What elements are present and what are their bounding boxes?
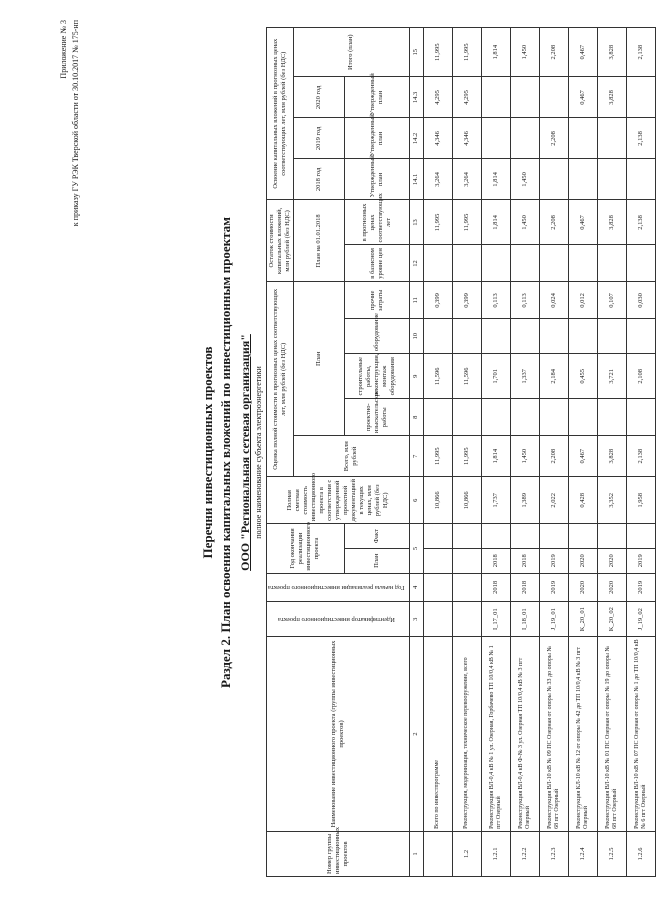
cell-c9: 2,184 [539, 354, 568, 399]
header-fact-year: Факт [344, 524, 409, 549]
cell-no: 1.2.4 [568, 831, 597, 876]
col-number: 14.3 [409, 77, 423, 118]
header-2020: 2020 год [294, 77, 345, 118]
cell-name: Реконструкция ВЛ-0,4 кВ Ф-№ 3 ул. Озерная ТП 10/0,4 кВ № 3 пгт Озерный [510, 637, 539, 832]
header-full-cost: Полная сметная стоимость инвестиционного проекта в соответствии с утвержденной проектной документацией в текущих ценах, млн рублей (без НДС) [267, 477, 410, 524]
cell-y19 [510, 118, 539, 159]
cell-no: 1.2.3 [539, 831, 568, 876]
cell-c11: 0,107 [597, 282, 626, 319]
table-row [423, 28, 452, 877]
header-approved-2018: Утвержденный план [344, 159, 409, 200]
cell-c11: 0,024 [539, 282, 568, 319]
cell-y19: 4,346 [452, 118, 481, 159]
header-equipment: оборудование [344, 319, 409, 354]
table-row [481, 28, 510, 877]
cell-start [423, 573, 452, 602]
cell-start: 2020 [568, 573, 597, 602]
col-number: 8 [409, 399, 423, 436]
cell-total: 1,450 [510, 436, 539, 477]
cell-c8 [452, 399, 481, 436]
cell-c9: 2,108 [626, 354, 655, 399]
cell-y19: 2,138 [626, 118, 655, 159]
cell-cost: 1,389 [510, 477, 539, 524]
table-row [452, 28, 481, 877]
cell-end: 2019 [626, 548, 655, 573]
appendix-line-1: Приложение № 3 [59, 20, 68, 79]
organization-note: полное наименование субъекта электроэнергетики [254, 366, 263, 539]
cell-y20: 3,828 [597, 77, 626, 118]
cell-c12 [568, 245, 597, 282]
cell-c11: 0,399 [423, 282, 452, 319]
cell-name: Всего по инвестпрограмме [423, 637, 452, 832]
col-number: 13 [409, 200, 423, 245]
col-number: 6 [409, 477, 423, 524]
header-approved-2020: Утвержденный план [344, 77, 409, 118]
cell-c13: 1,450 [510, 200, 539, 245]
cell-c11: 0,012 [568, 282, 597, 319]
cell-c13: 11,995 [452, 200, 481, 245]
header-remaining-group: Остаток стоимости капитальных вложений, млн рублей (без НДС) [267, 200, 294, 282]
col-number: 14.1 [409, 159, 423, 200]
cell-y19: 2,208 [539, 118, 568, 159]
cell-y18 [597, 159, 626, 200]
cell-c13: 1,814 [481, 200, 510, 245]
cell-y18: 3,264 [423, 159, 452, 200]
cell-y19 [568, 118, 597, 159]
cell-fact [423, 524, 452, 549]
cell-sum: 1,450 [510, 28, 539, 77]
cell-id: K_20_02 [597, 602, 626, 637]
cell-fact [597, 524, 626, 549]
cell-end: 2018 [510, 548, 539, 573]
header-itogo: Итого (план) [294, 28, 410, 77]
cell-c10 [481, 319, 510, 354]
cell-start: 2019 [539, 573, 568, 602]
cell-fact [568, 524, 597, 549]
cell-no: 1.2.6 [626, 831, 655, 876]
cell-c9: 0,455 [568, 354, 597, 399]
cell-cost: 10,866 [423, 477, 452, 524]
column-numbers-row [409, 28, 423, 877]
col-number: 7 [409, 436, 423, 477]
cell-id: I_18_01 [510, 602, 539, 637]
cell-name: Реконструкция ВЛ-10 кВ № 07 ПС Озерная от опоры № 1 до ТП 10/0,4 кВ № 6 пгт Озерный [626, 637, 655, 832]
cell-name: Реконструкция ВЛ-10 кВ № 09 ПС Озерная от опоры № 33 до опоры № 68 пгт Озерный [539, 637, 568, 832]
table-row [626, 28, 655, 877]
cell-sum: 11,995 [452, 28, 481, 77]
organization-name: ООО "Региональная сетевая организация" [238, 334, 252, 571]
cell-id: J_19_01 [539, 602, 568, 637]
cell-total: 11,995 [423, 436, 452, 477]
cell-start: 2020 [597, 573, 626, 602]
cell-c10 [597, 319, 626, 354]
cell-c8 [539, 399, 568, 436]
cell-name: Реконструкция, модернизация, техническое перевооружение, всего [452, 637, 481, 832]
cell-y20: 4,295 [423, 77, 452, 118]
cell-end: 2020 [568, 548, 597, 573]
cell-c9: 11,596 [452, 354, 481, 399]
cell-total: 1,814 [481, 436, 510, 477]
header-2018: 2018 год [294, 159, 345, 200]
cell-c10 [568, 319, 597, 354]
header-other: прочие затраты [344, 282, 409, 319]
cell-y20 [539, 77, 568, 118]
cell-total: 0,467 [568, 436, 597, 477]
table-row [597, 28, 626, 877]
cell-c8 [626, 399, 655, 436]
cell-c12 [510, 245, 539, 282]
cell-name: Реконструкция ВЛ-10 кВ № 01 ПС Озерная от опоры № 19 до опоры № 68 пгт Озерный [597, 637, 626, 832]
header-start-year: Год начала реализации инвестиционного проекта [267, 573, 410, 602]
cell-y19: 4,346 [423, 118, 452, 159]
cell-id [452, 602, 481, 637]
cell-c11: 0,399 [452, 282, 481, 319]
header-as-of: План на 01.01.2018 [294, 200, 345, 282]
header-in-current: в базисном уровне цен [344, 245, 409, 282]
cell-y20 [510, 77, 539, 118]
cell-fact [539, 524, 568, 549]
cell-c12 [481, 245, 510, 282]
cell-c10 [423, 319, 452, 354]
cell-id: K_20_01 [568, 602, 597, 637]
cell-total: 3,828 [597, 436, 626, 477]
header-design: проектно-изыскательские работы [344, 399, 409, 436]
cell-sum: 11,995 [423, 28, 452, 77]
cell-c9: 1,701 [481, 354, 510, 399]
cell-y18: 1,450 [510, 159, 539, 200]
header-approved-2019: Утвержденный план [344, 118, 409, 159]
cell-cost: 1,737 [481, 477, 510, 524]
header-plan-year: План [344, 548, 409, 573]
col-number: 9 [409, 354, 423, 399]
cell-y18: 1,814 [481, 159, 510, 200]
cell-end: 2018 [481, 548, 510, 573]
header-construction: строительные работы, реконструкция, монтаж оборудования [344, 354, 409, 399]
cell-sum: 2,138 [626, 28, 655, 77]
cell-c10 [539, 319, 568, 354]
cell-c13: 2,138 [626, 200, 655, 245]
cell-no: 1.2 [452, 831, 481, 876]
cell-no: 1.2.1 [481, 831, 510, 876]
cell-c10 [510, 319, 539, 354]
cell-cost: 0,428 [568, 477, 597, 524]
cell-c8 [423, 399, 452, 436]
cell-y19 [597, 118, 626, 159]
header-end-year: Год окончания реализации инвестиционного проекта [267, 524, 345, 573]
cell-fact [452, 524, 481, 549]
col-number: 11 [409, 282, 423, 319]
cell-cost: 10,866 [452, 477, 481, 524]
cell-c12 [626, 245, 655, 282]
header-estimate-group: Оценка полной стоимости в прогнозных ценах соответствующих лет, млн рублей (без НДС) [267, 282, 294, 477]
cell-end [452, 548, 481, 573]
cell-y20: 0,467 [568, 77, 597, 118]
cell-y18 [626, 159, 655, 200]
investment-table [266, 27, 656, 877]
cell-c13: 0,467 [568, 200, 597, 245]
cell-id: I_17_01 [481, 602, 510, 637]
cell-c8 [597, 399, 626, 436]
cell-start: 2018 [481, 573, 510, 602]
col-number: 5 [409, 524, 423, 573]
col-number: 12 [409, 245, 423, 282]
col-number: 10 [409, 319, 423, 354]
cell-c13: 3,828 [597, 200, 626, 245]
cell-c11: 0,030 [626, 282, 655, 319]
cell-c9: 1,337 [510, 354, 539, 399]
cell-y19 [481, 118, 510, 159]
cell-no: 1.2.5 [597, 831, 626, 876]
cell-c13: 2,208 [539, 200, 568, 245]
cell-total: 11,995 [452, 436, 481, 477]
table-row [568, 28, 597, 877]
cell-sum: 0,467 [568, 28, 597, 77]
appendix-note [58, 20, 82, 226]
cell-end [423, 548, 452, 573]
col-number: 4 [409, 573, 423, 602]
cell-c11: 0,113 [481, 282, 510, 319]
cell-y18 [539, 159, 568, 200]
cell-sum: 1,814 [481, 28, 510, 77]
header-total: Всего, млн рублей [294, 436, 410, 477]
cell-c12 [597, 245, 626, 282]
col-number: 3 [409, 602, 423, 637]
cell-id [423, 602, 452, 637]
header-project-id: Идентификатор инвестиционного проекта [267, 602, 410, 637]
header-project-name: Наименование инвестиционного проекта (группы инвестиционных проектов) [267, 637, 410, 832]
cell-c8 [510, 399, 539, 436]
cell-y18: 3,264 [452, 159, 481, 200]
cell-y18 [568, 159, 597, 200]
cell-end: 2020 [597, 548, 626, 573]
table-row [539, 28, 568, 877]
cell-c12 [539, 245, 568, 282]
document-title: Перечни инвестиционных проектов [200, 346, 215, 559]
header-in-forecast: в прогнозных ценах соответствующих лет [344, 200, 409, 245]
cell-c11: 0,113 [510, 282, 539, 319]
cell-name: Реконструкция КЛ-10 кВ № 12 от опоры № 42 до ТП 10/0,4 кВ № 3 пгт Озерный [568, 637, 597, 832]
cell-c10 [626, 319, 655, 354]
cell-y20 [626, 77, 655, 118]
cell-no [423, 831, 452, 876]
cell-total: 2,138 [626, 436, 655, 477]
cell-fact [510, 524, 539, 549]
col-number: 15 [409, 28, 423, 77]
cell-cost: 2,022 [539, 477, 568, 524]
cell-c12 [452, 245, 481, 282]
section-title: Раздел 2. План освоения капитальных вложений по инвестиционным проектам [218, 217, 233, 688]
header-finance-group: Освоение капитальных вложений в прогнозных ценах соответствующих лет, млн рублей (без НДС) [267, 28, 294, 200]
cell-fact [481, 524, 510, 549]
table-row [510, 28, 539, 877]
cell-c8 [481, 399, 510, 436]
cell-y20: 4,295 [452, 77, 481, 118]
cell-sum: 3,828 [597, 28, 626, 77]
cell-start: 2018 [510, 573, 539, 602]
cell-c12 [423, 245, 452, 282]
cell-c13: 11,995 [423, 200, 452, 245]
cell-cost: 3,352 [597, 477, 626, 524]
appendix-line-2: к приказу ГУ РЭК Тверской области от 30.10.2017 № 175-нп [71, 20, 80, 227]
cell-fact [626, 524, 655, 549]
header-plan: План [294, 282, 345, 436]
cell-id: J_19_02 [626, 602, 655, 637]
col-number: 14.2 [409, 118, 423, 159]
cell-y20 [481, 77, 510, 118]
cell-c9: 11,596 [423, 354, 452, 399]
cell-no: 1.2.2 [510, 831, 539, 876]
table-body [423, 28, 655, 877]
cell-name: Реконструкция ВЛ-0,4 кВ № 1 ул. Озерная, Горбачево ТП 10/0,4 кВ № 1 пгт Озерный [481, 637, 510, 832]
cell-c8 [568, 399, 597, 436]
cell-c9: 3,721 [597, 354, 626, 399]
cell-cost: 1,958 [626, 477, 655, 524]
cell-c10 [452, 319, 481, 354]
cell-total: 2,208 [539, 436, 568, 477]
cell-sum: 2,208 [539, 28, 568, 77]
col-number: 2 [409, 637, 423, 832]
cell-end: 2019 [539, 548, 568, 573]
col-number: 1 [409, 831, 423, 876]
cell-start: 2019 [626, 573, 655, 602]
cell-start [452, 573, 481, 602]
header-2019: 2019 год [294, 118, 345, 159]
header-group-no: Номер группы инвестиционных проектов [267, 831, 410, 876]
